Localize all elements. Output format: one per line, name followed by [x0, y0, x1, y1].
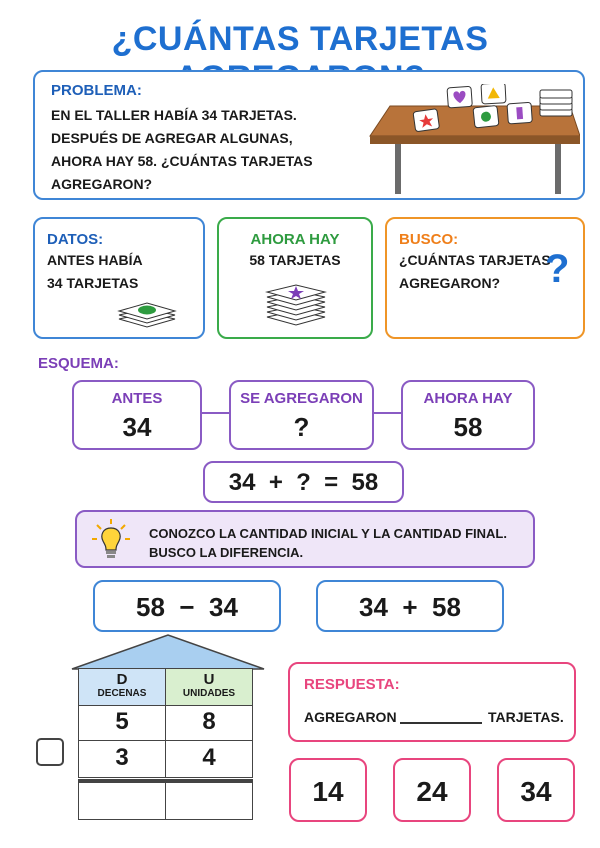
hint-line: CONOZCO LA CANTIDAD INICIAL Y LA CANTIDAD FINAL.	[149, 526, 507, 541]
option-text: 34 + 58	[359, 592, 461, 622]
problem-line: DESPUÉS DE AGREGAR ALGUNAS,	[51, 130, 293, 146]
answer-blank[interactable]	[400, 722, 482, 724]
esquema-label: ESQUEMA:	[38, 355, 119, 372]
equation-text: 34 + ? = 58	[228, 469, 379, 496]
header-name: DECENAS	[97, 688, 147, 699]
header-decenas	[78, 668, 166, 706]
busco-line: AGREGARON?	[399, 275, 501, 291]
card-stack-circle-icon	[115, 295, 179, 331]
datos-label: DATOS:	[47, 231, 104, 248]
answer-label: RESPUESTA:	[304, 676, 400, 693]
esquema-box-label: ANTES	[111, 390, 163, 407]
answer-box	[288, 662, 576, 742]
connector-line	[373, 412, 403, 414]
equation-box	[203, 461, 404, 503]
answer-choice[interactable]	[497, 758, 575, 822]
busco-line: ¿CUÁNTAS TARJETAS	[399, 252, 551, 268]
header-letter: D	[116, 671, 128, 688]
datos-line: ANTES HABÍA	[47, 252, 143, 268]
problem-text	[51, 104, 313, 196]
hint-box	[75, 510, 535, 568]
answer-choice[interactable]	[393, 758, 471, 822]
answer-choice[interactable]	[289, 758, 367, 822]
answer-before: AGREGARON	[304, 709, 397, 725]
datos-line: 34 TARJETAS	[47, 275, 139, 291]
answer-choice-value: 14	[312, 776, 344, 807]
esquema-box-value: 34	[122, 412, 152, 442]
header-unidades	[165, 668, 253, 706]
table-cell: 5	[78, 705, 166, 741]
table-cell: 3	[78, 740, 166, 778]
problem-label: PROBLEMA:	[51, 82, 142, 99]
card-stack-star-icon	[263, 277, 329, 333]
problem-line: EN EL TALLER HABÍA 34 TARJETAS.	[51, 107, 297, 123]
esquema-box-ahora	[401, 380, 535, 450]
esquema-box-antes	[72, 380, 202, 450]
table-cell: 8	[165, 705, 253, 741]
esquema-box-value: 58	[453, 412, 483, 442]
busco-text	[399, 249, 551, 295]
header-name: UNIDADES	[182, 688, 236, 699]
problem-line: AGREGARON?	[51, 176, 153, 192]
ahora-hay-text: 58 TARJETAS	[249, 252, 341, 268]
datos-box	[33, 217, 205, 339]
table-cell-empty[interactable]	[165, 782, 253, 820]
datos-text	[47, 249, 143, 295]
checkbox[interactable]	[36, 738, 64, 766]
lightbulb-icon	[91, 518, 131, 562]
busco-box	[385, 217, 585, 339]
page-title: ¿CUÁNTAS TARJETAS	[111, 20, 489, 58]
answer-choice-value: 34	[520, 776, 552, 807]
option-text: 58 − 34	[136, 592, 238, 622]
place-value-roof	[70, 633, 266, 671]
esquema-box-value: ?	[293, 412, 310, 442]
esquema-box-agregaron	[229, 380, 374, 450]
connector-line	[200, 412, 230, 414]
table-with-cards-illustration	[355, 84, 580, 196]
table-cell: 4	[165, 740, 253, 778]
answer-choice-value: 24	[416, 776, 448, 807]
header-letter: U	[203, 671, 215, 688]
ahora-hay-box	[217, 217, 373, 339]
problem-line: AHORA HAY 58. ¿CUÁNTAS TARJETAS	[51, 153, 313, 169]
busco-label: BUSCO:	[399, 231, 459, 248]
option-addition[interactable]	[316, 580, 504, 632]
ahora-hay-label: AHORA HAY	[250, 231, 340, 248]
esquema-box-label: AHORA HAY	[423, 390, 513, 407]
hint-text	[149, 524, 507, 562]
option-subtraction[interactable]	[93, 580, 281, 632]
esquema-box-label: SE AGREGARON	[240, 390, 363, 407]
answer-after: TARJETAS.	[488, 709, 564, 725]
table-cell-empty[interactable]	[78, 782, 166, 820]
problem-box	[33, 70, 585, 200]
hint-line: BUSCO LA DIFERENCIA.	[149, 545, 304, 560]
question-mark-icon: ?	[545, 247, 570, 291]
